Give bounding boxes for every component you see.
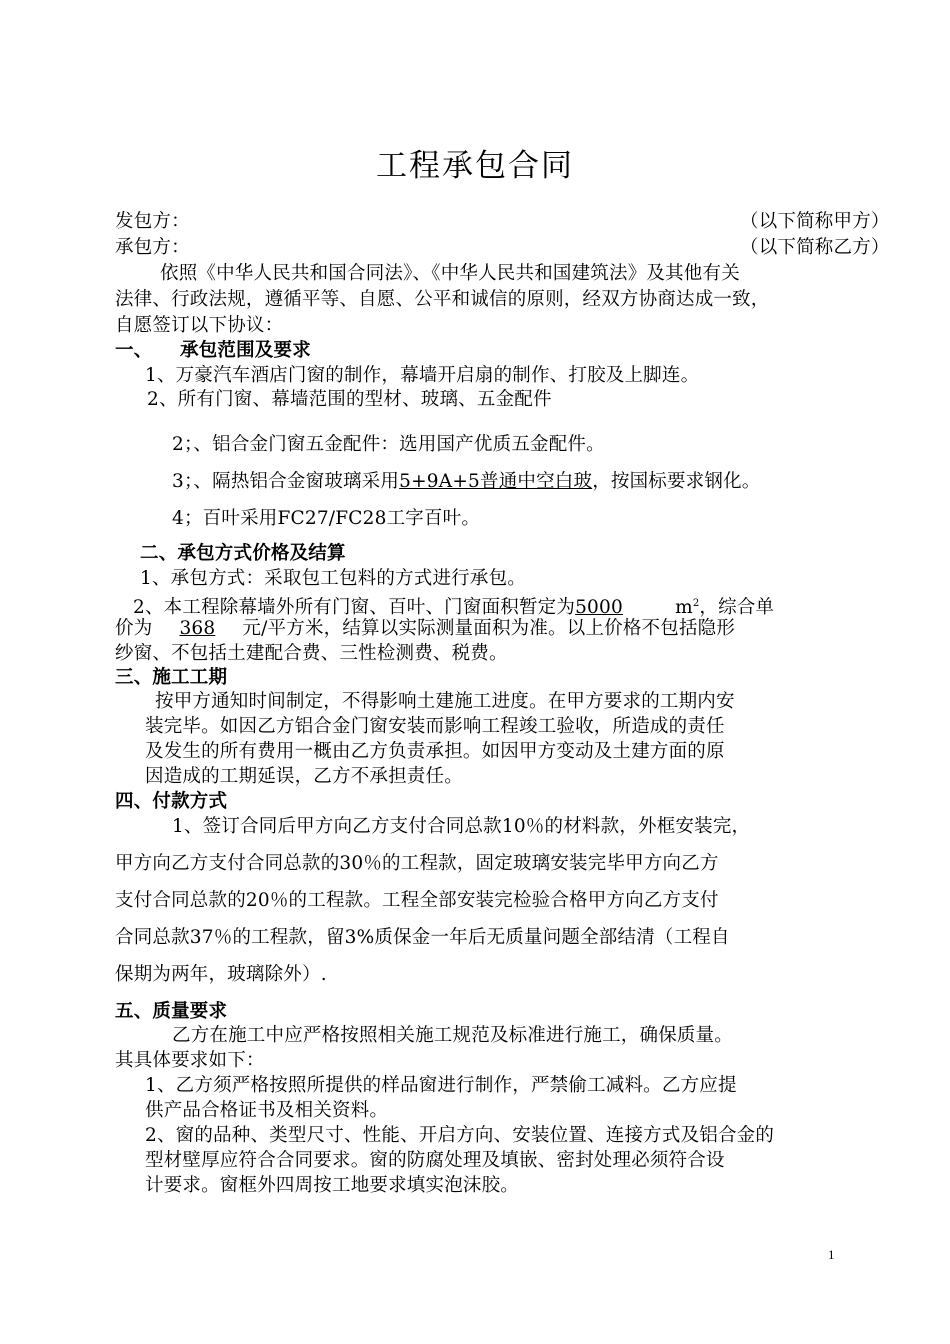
text-run: 3；、隔热铝合金窗玻璃采用 [172, 471, 400, 492]
intro-line: 自愿签订以下协议： [115, 315, 284, 336]
unit-superscript: 2 [692, 598, 700, 609]
party-a-label: 发包方： [115, 211, 190, 232]
text-run: 2、本工程除幕墙外所有门窗、百叶、门窗面积暂定为 [133, 597, 576, 619]
party-b-note: （以下简称乙方） [740, 237, 890, 258]
underlined-spec: 5+9A+5普通中空白玻 [399, 471, 593, 492]
list-item: 4；百叶采用FC27/FC28工字百叶。 [172, 508, 481, 529]
price-value: 368 [179, 618, 216, 639]
paragraph-line: 型材壁厚应符合合同要求。窗的防腐处理及填嵌、密封处理必须符合设 [145, 1150, 725, 1171]
party-a-note: （以下简称甲方） [740, 211, 890, 232]
paragraph-line: 及发生的所有费用一概由乙方负责承担。如因甲方变动及土建方面的原 [145, 741, 725, 762]
party-a-line [115, 210, 890, 234]
list-item [133, 592, 863, 620]
paragraph-line: 装完毕。如因乙方铝合金门窗安装而影响工程竣工验收，所造成的责任 [145, 716, 725, 737]
paragraph-line: 2、窗的品种、类型尺寸、性能、开启方向、安装位置、连接方式及铝合金的 [145, 1125, 775, 1146]
paragraph-line: 1、签订合同后甲方向乙方支付合同总款10％的材料款，外框安装完， [172, 816, 751, 837]
paragraph-line: 计要求。窗框外四周按工地要求填实泡沫胶。 [145, 1175, 520, 1196]
intro-line: 法律、行政法规，遵循平等、自愿、公平和诚信的原则，经双方协商达成一致， [115, 289, 770, 310]
list-item [172, 470, 902, 494]
list-item: 2、所有门窗、幕墙范围的型材、玻璃、五金配件 [147, 389, 552, 410]
paragraph-line: 按甲方通知时间制定，不得影响土建施工进度。在甲方要求的工期内安 [155, 691, 735, 712]
paragraph-line: 1、乙方须严格按照所提供的样品窗进行制作，严禁偷工减料。乙方应提 [145, 1075, 737, 1096]
list-item: 纱窗、不包括土建配合费、三性检测费、税费。 [115, 643, 508, 664]
area-value: 5000 [575, 597, 623, 619]
unit: m [675, 597, 693, 619]
paragraph-line: 甲方向乙方支付合同总款的30％的工程款，固定玻璃安装完毕甲方向乙方 [115, 853, 719, 874]
party-b-label: 承包方： [115, 237, 190, 258]
text-run: ，综合单 [699, 597, 775, 619]
paragraph-line: 保期为两年，玻璃除外）. [115, 964, 327, 985]
text-run: 价为 [115, 618, 153, 639]
section-heading: 四、付款方式 [115, 791, 228, 812]
section-heading: 五、质量要求 [115, 1001, 228, 1022]
section-title: 承包范围及要求 [180, 340, 311, 361]
section-heading: 二、承包方式价格及结算 [140, 543, 346, 564]
section-number: 一、 [115, 340, 153, 361]
page-number: 1 [828, 1247, 835, 1262]
list-item: 1、万豪汽车酒店门窗的制作，幕墙开启扇的制作、打胶及上脚连。 [145, 365, 700, 386]
document-title: 工程承包合同 [376, 148, 574, 184]
section-heading: 三、施工工期 [115, 667, 228, 688]
paragraph-line: 合同总款37％的工程款，留3%质保金一年后无质量问题全部结清（工程自 [115, 927, 730, 948]
section-heading [115, 339, 845, 363]
list-item: 1、承包方式：采取包工包料的方式进行承包。 [140, 568, 526, 589]
paragraph-line: 因造成的工期延误，乙方不承担责任。 [145, 766, 463, 787]
paragraph-line: 其具体要求如下： [115, 1050, 265, 1071]
paragraph-line: 供产品合格证书及相关资料。 [145, 1100, 389, 1121]
intro-line: 依照《中华人民共和国合同法》、《中华人民共和国建筑法》及其他有关 [160, 263, 740, 284]
list-item [115, 617, 845, 641]
party-b-line [115, 236, 890, 260]
paragraph-line: 支付合同总款的20％的工程款。工程全部安装完检验合格甲方向乙方支付 [115, 890, 719, 911]
text-run: 元/平方米，结算以实际测量面积为准。以上价格不包括隐形 [242, 618, 736, 639]
text-run: ，按国标要求钢化。 [592, 471, 761, 492]
list-item: 2；、铝合金门窗五金配件：选用国产优质五金配件。 [172, 434, 605, 455]
paragraph-line: 乙方在施工中应严格按照相关施工规范及标准进行施工，确保质量。 [172, 1025, 734, 1046]
